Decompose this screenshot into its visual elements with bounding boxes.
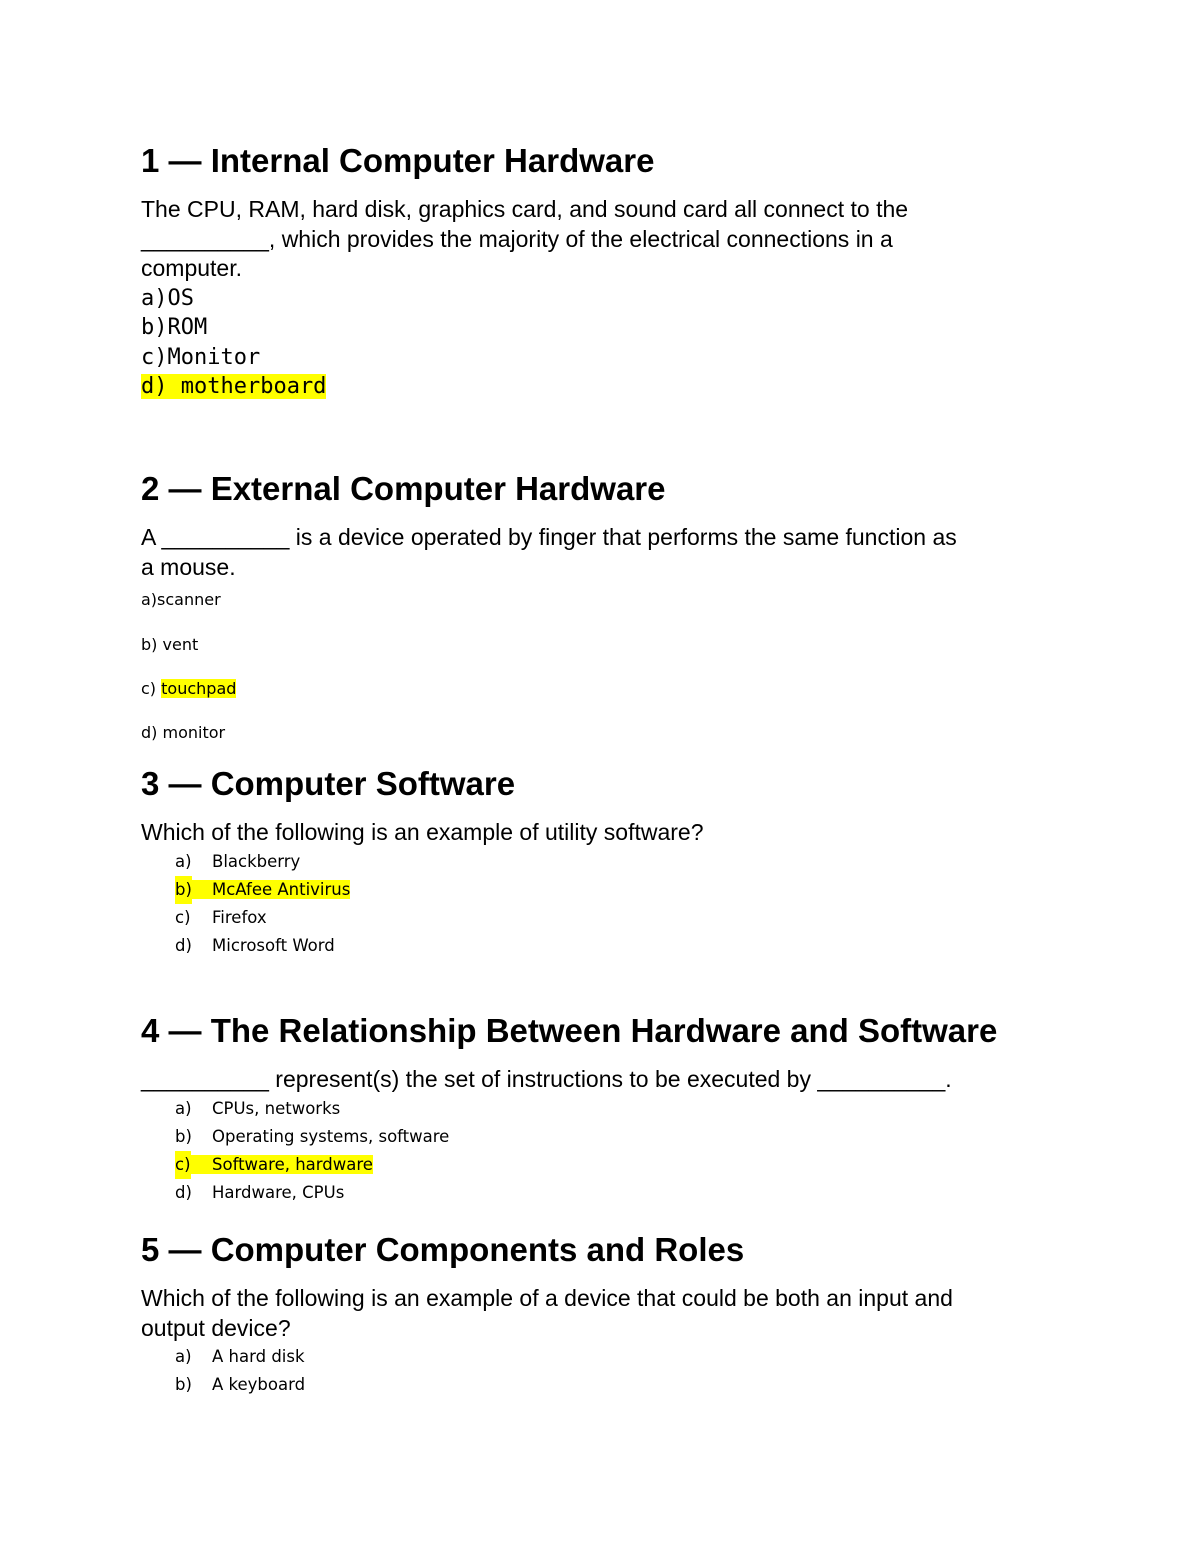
question-1-option-a: a)OS: [141, 285, 194, 311]
option-marker: c): [175, 1151, 191, 1179]
option-text: monitor: [162, 723, 226, 742]
option-text: CPUs, networks: [212, 1098, 341, 1118]
question-2-option-c: [141, 678, 236, 700]
option-marker: a): [175, 1098, 192, 1118]
question-3-option-a: [141, 848, 1081, 876]
option-marker: b): [175, 876, 192, 904]
question-4-option-c: [141, 1151, 1081, 1179]
question-2-text-line-2: a mouse.: [141, 553, 236, 580]
question-5-option-a: [141, 1343, 1081, 1371]
question-3-option-c: [141, 904, 1081, 932]
option-text-highlighted: McAfee Antivirus: [175, 880, 350, 899]
option-text-highlighted: touchpad: [161, 679, 237, 698]
option-marker: d): [141, 723, 158, 742]
question-3-option-b: [141, 876, 1081, 904]
question-3: [141, 764, 1081, 961]
option-marker: a): [141, 590, 158, 609]
option-text: A keyboard: [212, 1375, 306, 1395]
question-1-text-line-1: The CPU, RAM, hard disk, graphics card, and sound card all connect to the: [141, 196, 909, 222]
question-4-text: __________ represent(s) the set of instructions to be executed by __________.: [141, 1066, 952, 1092]
option-marker: d): [175, 1183, 192, 1203]
question-4-heading: 4 — The Relationship Between Hardware and Software: [141, 1012, 998, 1049]
option-text: Hardware, CPUs: [212, 1183, 345, 1203]
question-2-option-d: [141, 722, 225, 744]
question-3-heading: 3 — Computer Software: [141, 765, 516, 802]
option-marker: a): [175, 851, 192, 871]
question-1: [141, 141, 1081, 402]
question-3-text: Which of the following is an example of utility software?: [141, 819, 704, 845]
question-1-text-line-2: __________, which provides the majority of the electrical connections in a: [141, 225, 893, 252]
option-text: A hard disk: [212, 1347, 305, 1366]
option-marker: b): [175, 1126, 192, 1146]
option-marker: d): [175, 936, 192, 956]
question-1-option-b: b)ROM: [141, 315, 208, 340]
question-4-option-d: [141, 1179, 1081, 1207]
option-marker: b): [141, 635, 158, 654]
question-5-heading: 5 — Computer Components and Roles: [141, 1231, 745, 1268]
question-1-option-d-highlighted: d) motherboard: [141, 374, 327, 399]
question-2-option-a: [141, 589, 221, 611]
option-text: Microsoft Word: [212, 936, 335, 956]
question-4-option-a: [141, 1095, 1081, 1123]
question-2-text-line-1: A __________ is a device operated by finger that performs the same function as: [141, 524, 957, 550]
question-1-heading: 1 — Internal Computer Hardware: [141, 142, 655, 179]
option-marker: c): [141, 679, 157, 698]
question-5-option-b: [141, 1371, 1081, 1399]
question-5-text-line-1: Which of the following is an example of a device that could be both an input and: [141, 1285, 953, 1311]
question-2-option-b: [141, 634, 198, 656]
option-text: Operating systems, software: [212, 1126, 450, 1146]
option-text: scanner: [157, 590, 221, 609]
question-4: [141, 1011, 1081, 1208]
question-4-option-b: [141, 1123, 1081, 1151]
question-2-heading: 2 — External Computer Hardware: [141, 470, 666, 507]
option-marker: b): [175, 1375, 192, 1395]
option-marker: c): [175, 908, 191, 928]
option-text: vent: [162, 635, 199, 654]
option-text-highlighted: Software, hardware: [175, 1155, 373, 1174]
question-3-option-d: [141, 932, 1081, 960]
question-1-text-line-3: computer.: [141, 255, 242, 281]
question-5-text-line-2: output device?: [141, 1314, 291, 1341]
question-1-option-c: c)Monitor: [141, 344, 261, 370]
option-text: Firefox: [212, 908, 267, 928]
option-marker: a): [175, 1347, 192, 1366]
option-text: Blackberry: [212, 851, 301, 871]
question-5: [141, 1230, 1081, 1400]
question-2: [141, 469, 1081, 742]
